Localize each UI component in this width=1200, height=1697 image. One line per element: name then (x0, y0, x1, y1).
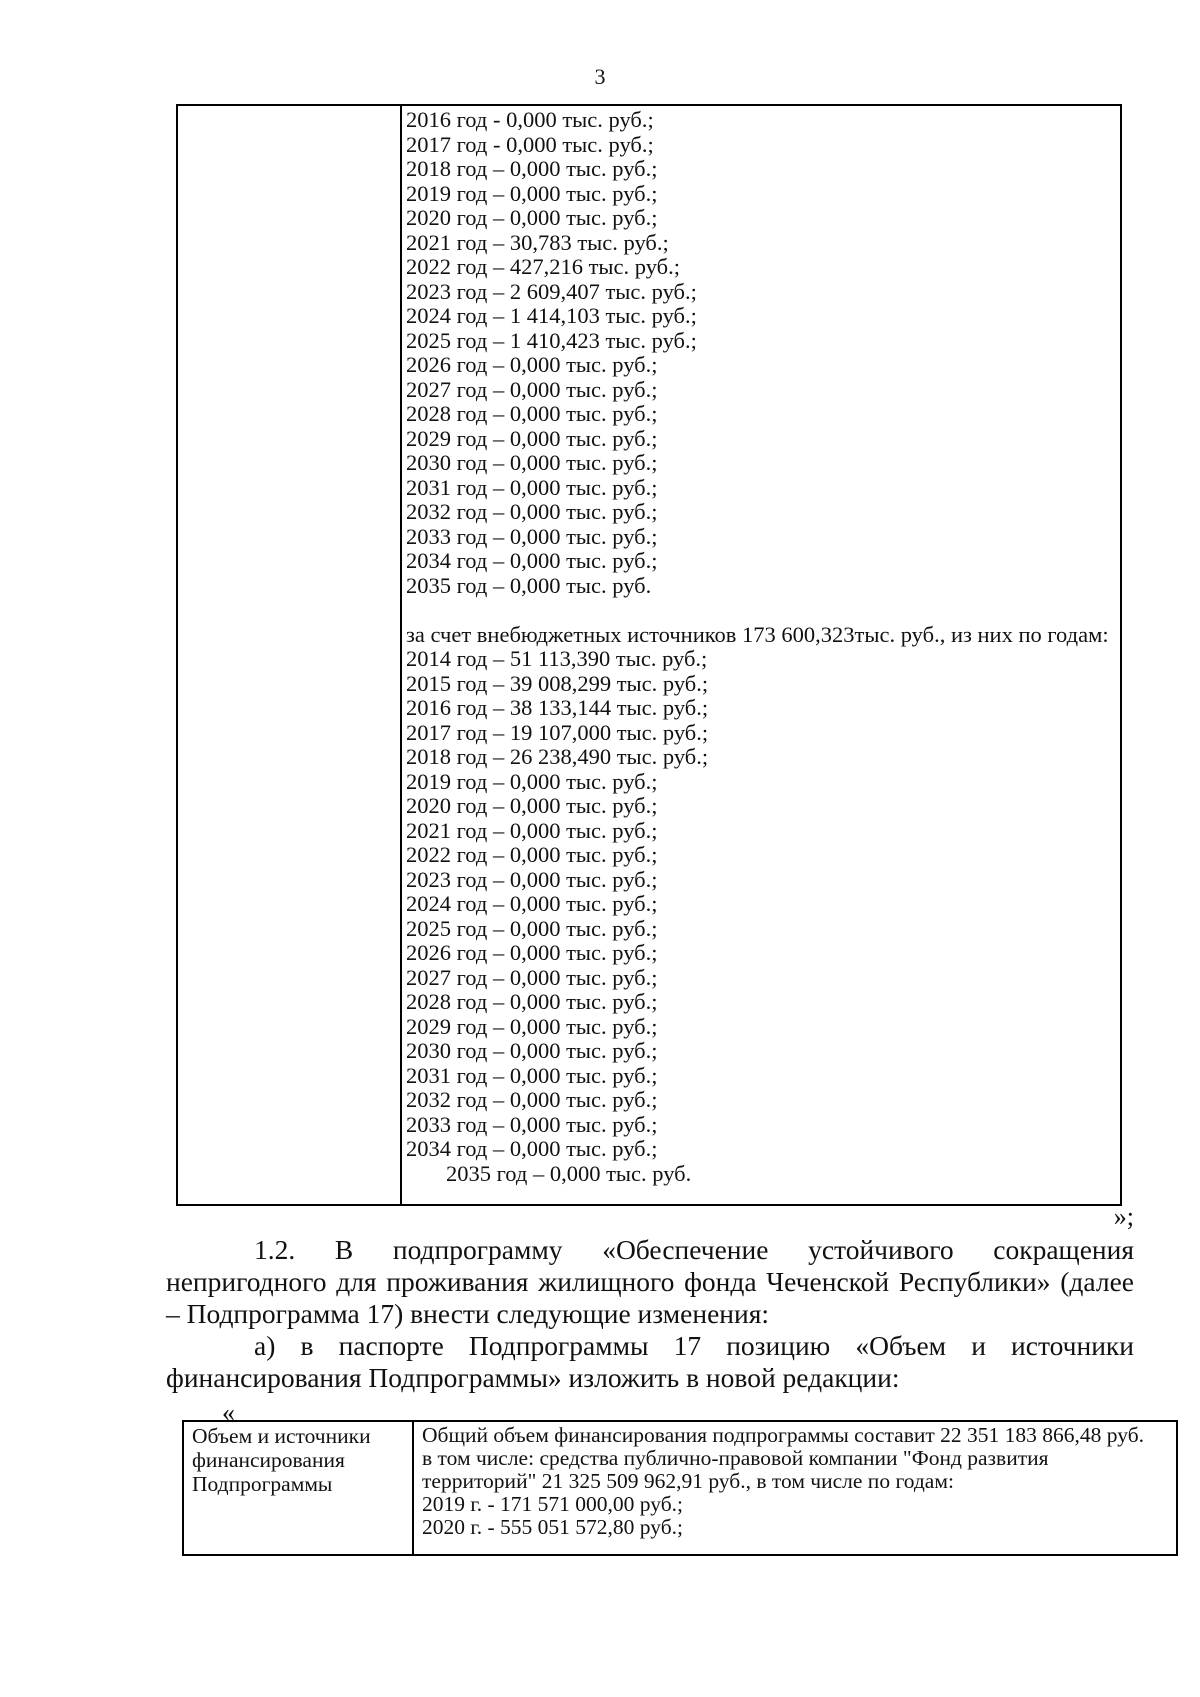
extrabudget-year-line: 2032 год – 0,000 тыс. руб.; (406, 1087, 658, 1112)
extrabudget-last-line: 2035 год – 0,000 тыс. руб. (446, 1160, 692, 1186)
table-column-divider (400, 106, 402, 1204)
extrabudget-year-line: 2024 год – 0,000 тыс. руб.; (406, 891, 658, 916)
year-funding-line: 2020 г. - 555 051 572,80 руб.; (422, 1515, 684, 1539)
extrabudget-year-line: 2017 год – 19 107,000 тыс. руб.; (406, 719, 709, 745)
funding-table (176, 104, 1122, 1206)
extrabudget-year-line: 2018 год – 26 238,490 тыс. руб.; (406, 744, 709, 769)
extrabudget-year-line: 2030 год – 0,000 тыс. руб.; (406, 1038, 658, 1063)
budget-year-line: 2034 год – 0,000 тыс. руб.; (406, 548, 658, 573)
extrabudget-year-line: 2026 год – 0,000 тыс. руб.; (406, 940, 658, 965)
budget-year-line: 2023 год – 2 609,407 тыс. руб.; (406, 278, 697, 304)
extrabudget-year-line: 2014 год – 51 113,390 тыс. руб.; (406, 646, 708, 671)
budget-year-line: 2031 год – 0,000 тыс. руб.; (406, 474, 658, 500)
budget-year-line: 2033 год – 0,000 тыс. руб.; (406, 523, 658, 549)
funding-details-cell (422, 1424, 1168, 1539)
amendment-paragraph: 1.2. В подпрограмму «Обеспечение устойчивого сокращения непригодного для проживания жилищного фонда Чеченской Республики» (далее – Подпрограмма 17) внести следующие изменения: (166, 1234, 1134, 1329)
extrabudget-year-line: 2027 год – 0,000 тыс. руб.; (406, 964, 658, 990)
budget-year-line: 2020 год – 0,000 тыс. руб.; (406, 205, 658, 230)
extrabudget-year-line: 2028 год – 0,000 тыс. руб.; (406, 989, 658, 1014)
page-number: 3 (594, 64, 606, 89)
budget-year-line: 2018 год – 0,000 тыс. руб.; (406, 156, 658, 181)
extrabudget-year-line: 2034 год – 0,000 тыс. руб.; (406, 1136, 658, 1161)
funding-values-cell (406, 108, 1112, 1186)
extrabudget-year-line: 2029 год – 0,000 тыс. руб.; (406, 1013, 658, 1039)
extrabudget-year-line: 2016 год – 38 133,144 тыс. руб.; (406, 695, 709, 720)
extrabudget-heading: за счет внебюджетных источников 173 600,323тыс. руб., из них по годам: (406, 621, 1109, 647)
passport-paragraph: а) в паспорте Подпрограммы 17 позицию «Объем и источники финансирования Подпрограммы» изложить в новой редакции: (166, 1330, 1134, 1393)
budget-year-line: 2035 год – 0,000 тыс. руб. (406, 572, 652, 598)
closing-quote: »; (1113, 1202, 1134, 1231)
budget-year-line: 2021 год – 30,783 тыс. руб.; (406, 229, 669, 255)
extrabudget-year-line: 2033 год – 0,000 тыс. руб.; (406, 1111, 658, 1137)
budget-year-line: 2017 год - 0,000 тыс. руб.; (406, 131, 654, 157)
opening-quote: « (222, 1398, 235, 1427)
budget-year-line: 2019 год – 0,000 тыс. руб.; (406, 180, 658, 206)
budget-year-line: 2032 год – 0,000 тыс. руб.; (406, 499, 658, 524)
budget-year-line: 2027 год – 0,000 тыс. руб.; (406, 376, 658, 402)
budget-year-line: 2030 год – 0,000 тыс. руб.; (406, 450, 658, 475)
extrabudget-year-line: 2020 год – 0,000 тыс. руб.; (406, 793, 658, 818)
extrabudget-year-line: 2021 год – 0,000 тыс. руб.; (406, 817, 658, 843)
budget-year-line: 2022 год – 427,216 тыс. руб.; (406, 254, 681, 279)
budget-year-line: 2028 год – 0,000 тыс. руб.; (406, 401, 658, 426)
budget-year-line: 2016 год - 0,000 тыс. руб.; (406, 107, 654, 132)
extrabudget-year-line: 2025 год – 0,000 тыс. руб.; (406, 915, 658, 941)
year-funding-line: 2019 г. - 171 571 000,00 руб.; (422, 1492, 684, 1516)
budget-year-line: 2029 год – 0,000 тыс. руб.; (406, 425, 658, 451)
budget-year-line: 2025 год – 1 410,423 тыс. руб.; (406, 327, 697, 353)
total-funding-line: Общий объем финансирования подпрограммы составит 22 351 183 866,48 руб. (422, 1423, 1145, 1447)
fund-source-line: в том числе: средства публично-правовой компании "Фонд развития территорий" 21 325 509 962,91 руб., в том числе по годам: (422, 1446, 1049, 1493)
blank-line (406, 598, 1112, 623)
subprogram-funding-table (182, 1420, 1178, 1556)
budget-year-line: 2024 год – 1 414,103 тыс. руб.; (406, 303, 697, 328)
extrabudget-year-line: 2022 год – 0,000 тыс. руб.; (406, 842, 658, 867)
funding-label-cell: Объем и источники финансирования Подпрограммы (192, 1424, 371, 1496)
table-column-divider (412, 1422, 414, 1554)
budget-year-line: 2026 год – 0,000 тыс. руб.; (406, 352, 658, 377)
extrabudget-year-line: 2023 год – 0,000 тыс. руб.; (406, 866, 658, 892)
extrabudget-year-line: 2019 год – 0,000 тыс. руб.; (406, 768, 658, 794)
extrabudget-year-line: 2031 год – 0,000 тыс. руб.; (406, 1062, 658, 1088)
extrabudget-year-line: 2015 год – 39 008,299 тыс. руб.; (406, 670, 709, 696)
